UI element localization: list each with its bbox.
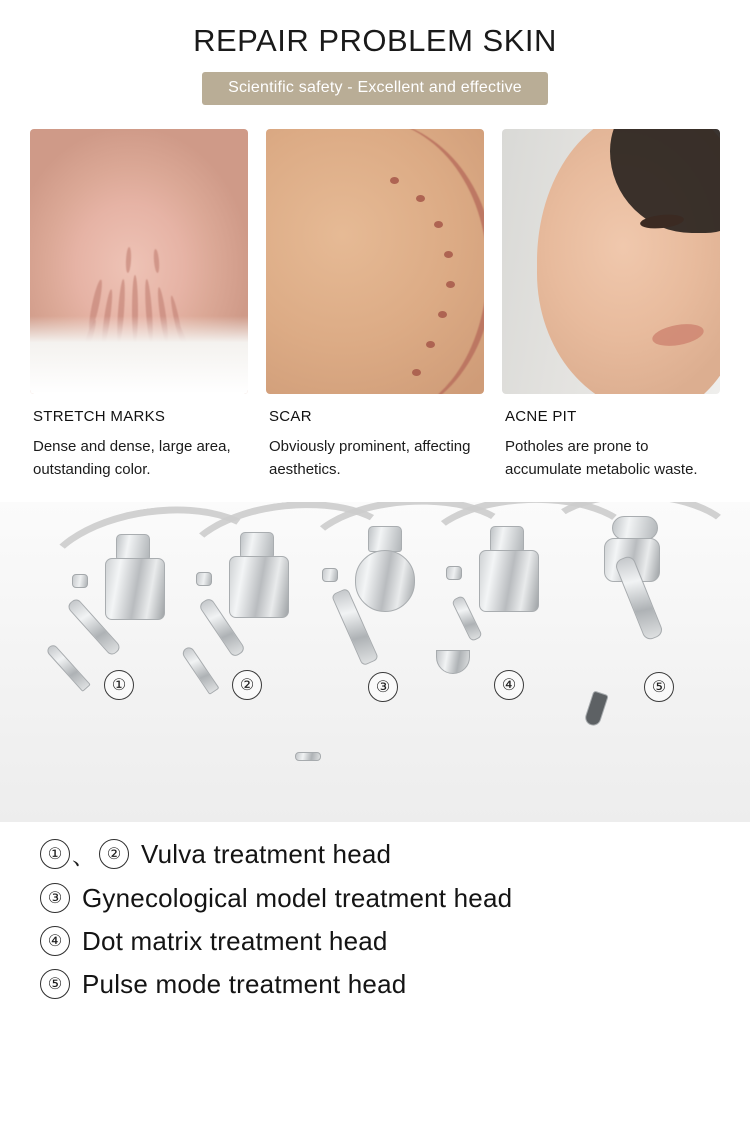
legend-item-1 (40, 838, 750, 871)
legend-marker: ② (99, 839, 129, 869)
card-title: STRETCH MARKS (33, 408, 166, 426)
card-description: Dense and dense, large area, outstanding color. (33, 438, 231, 479)
legend-marker: ⑤ (40, 969, 70, 999)
treatment-heads-photo (0, 502, 750, 822)
legend-item-3 (40, 926, 750, 957)
card-scar (266, 129, 484, 482)
page-title: REPAIR PROBLEM SKIN (193, 23, 557, 58)
marker-4: ④ (494, 670, 524, 700)
scar-photo (266, 129, 484, 394)
legend-list (0, 822, 750, 1000)
card-description: Obviously prominent, affecting aesthetics. (269, 438, 471, 479)
marker-2: ② (232, 670, 262, 700)
card-acne-pit (502, 129, 720, 482)
legend-label: Pulse mode treatment head (82, 968, 407, 999)
legend-separator: 、 (72, 842, 95, 869)
legend-marker: ③ (40, 883, 70, 913)
problem-cards (0, 129, 750, 482)
acne-pit-photo (502, 129, 720, 394)
subtitle-banner: Scientific safety - Excellent and effective (202, 72, 548, 105)
legend-marker: ④ (40, 926, 70, 956)
legend-marker: ① (40, 839, 70, 869)
legend-label: Vulva treatment head (141, 838, 392, 869)
card-title: SCAR (269, 408, 312, 426)
marker-3: ③ (368, 672, 398, 702)
card-description: Potholes are prone to accumulate metabolic waste. (505, 438, 698, 479)
legend-label: Dot matrix treatment head (82, 925, 388, 956)
card-stretch-marks (30, 129, 248, 482)
card-title: ACNE PIT (505, 408, 577, 426)
legend-item-4 (40, 969, 750, 1000)
marker-1: ① (104, 670, 134, 700)
legend-item-2 (40, 883, 750, 914)
legend-label: Gynecological model treatment head (82, 882, 513, 913)
subtitle-banner-wrap (0, 72, 750, 105)
marker-5: ⑤ (644, 672, 674, 702)
stretch-marks-photo (30, 129, 248, 394)
